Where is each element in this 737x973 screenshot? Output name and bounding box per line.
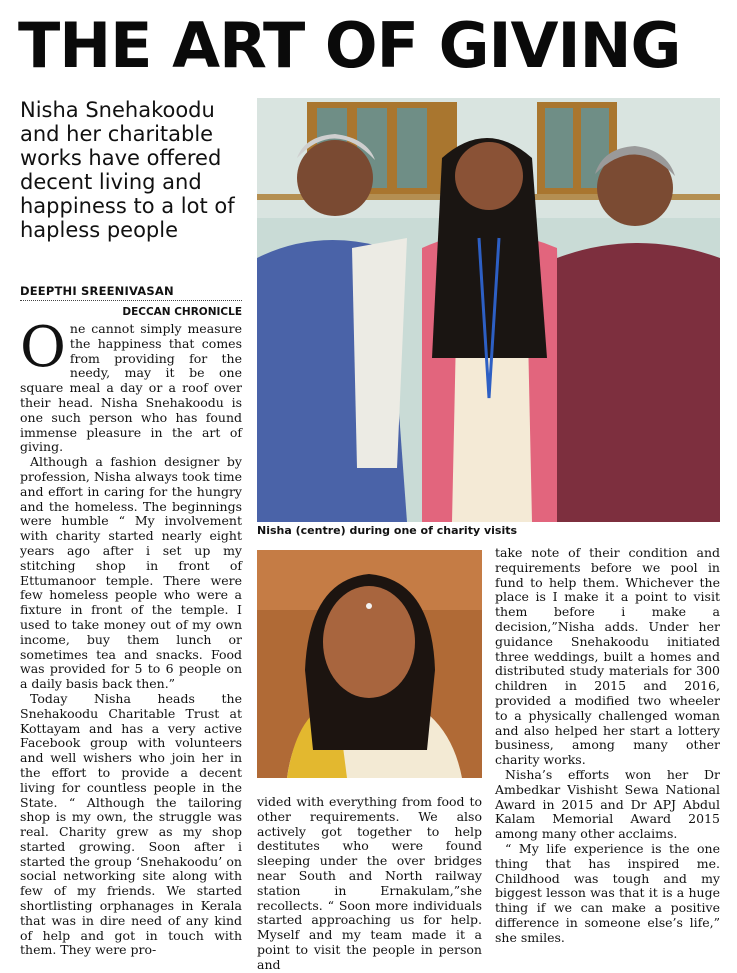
portrait-illustration bbox=[257, 550, 482, 778]
dotted-divider bbox=[20, 300, 242, 301]
headline: THE ART OF GIVING bbox=[18, 9, 681, 82]
article-column-1 bbox=[20, 315, 242, 958]
portrait-photo bbox=[257, 550, 482, 778]
paragraph: vided with everything from food to other requirements. We also actively got together to help destitutes who were found sleeping under the over bridges near South and North railway station in Ernakulam,”she recollects. “ Soon more individuals started approaching us for help. Myself and my team made it a point to visit the people in person and bbox=[257, 794, 482, 972]
paragraph bbox=[20, 315, 242, 455]
paragraph: “ My life experience is the one thing that has inspired me. Childhood was tough and my biggest lesson was that it is a huge thing if we can make a positive difference in someone else’s life,” she smiles. bbox=[495, 840, 720, 945]
deck-subheadline: Nisha Snehakoodu and her charitable works have offered decent living and happiness to a lot of hapless people bbox=[20, 98, 235, 242]
byline: DEEPTHI SREENIVASAN bbox=[20, 284, 174, 298]
drop-cap: O bbox=[20, 315, 66, 380]
paragraph: Although a fashion designer by profession, Nisha always took time and effort in caring for the hungry and the homeless. The beginnings were humble “ My involvement with charity started nearly eight years ago after i set up my stitching shop in front of Ettumanoor temple. There were few homeless people who were a fixture in front of the temple. I used to take money out of my own income, buy them lunch or sometimes tea and snacks. Food was provided for 5 to 6 people on a daily basis back then.” bbox=[20, 454, 242, 692]
group-photo-illustration bbox=[257, 98, 720, 522]
photo-caption: Nisha (centre) during one of charity visits bbox=[257, 524, 518, 537]
paragraph-text: ne cannot simply measure the happiness that comes from providing for the needy, may it be one square meal a day or a roof over their head. Nisha Snehakoodu is one such person who has found immense pleasure in the art of giving. bbox=[20, 321, 242, 455]
paragraph: Nisha’s efforts won her Dr Ambedkar Vishisht Sewa National Award in 2015 and Dr APJ Abdul Kalam Memorial Award 2015 among many other acclaims. bbox=[495, 766, 720, 842]
main-photo bbox=[257, 98, 720, 522]
article-column-2 bbox=[257, 794, 482, 972]
article-column-3 bbox=[495, 546, 720, 956]
paragraph: Today Nisha heads the Snehakoodu Charitable Trust at Kottayam and has a very active Facebook group with volunteers and well wishers who join her in the effort to provide a decent living for countless people in the State. “ Although the tailoring shop is my own, the struggle was real. Charity grew as my shop started growing. Soon after i started the group ‘Snehakoodu’ on social networking site along with few of my friends. We started shortlisting orphanages in Kerala that was in dire need of any kind of help and got in touch with them. They were pro- bbox=[20, 690, 242, 958]
source-credit: DECCAN CHRONICLE bbox=[122, 306, 242, 318]
paragraph: take note of their condition and requirements before we pool in fund to help them. Whichever the place is I make it a point to visit them before i make a decision,”Nisha adds. Under her guidance Snehakoodu initiated three weddings, built a homes and distributed study materials for 300 children in 2015 and 2016, provided a modified two wheeler to a physically challenged woman and also helped her start a lottery business, among many other charity works. bbox=[495, 545, 720, 768]
